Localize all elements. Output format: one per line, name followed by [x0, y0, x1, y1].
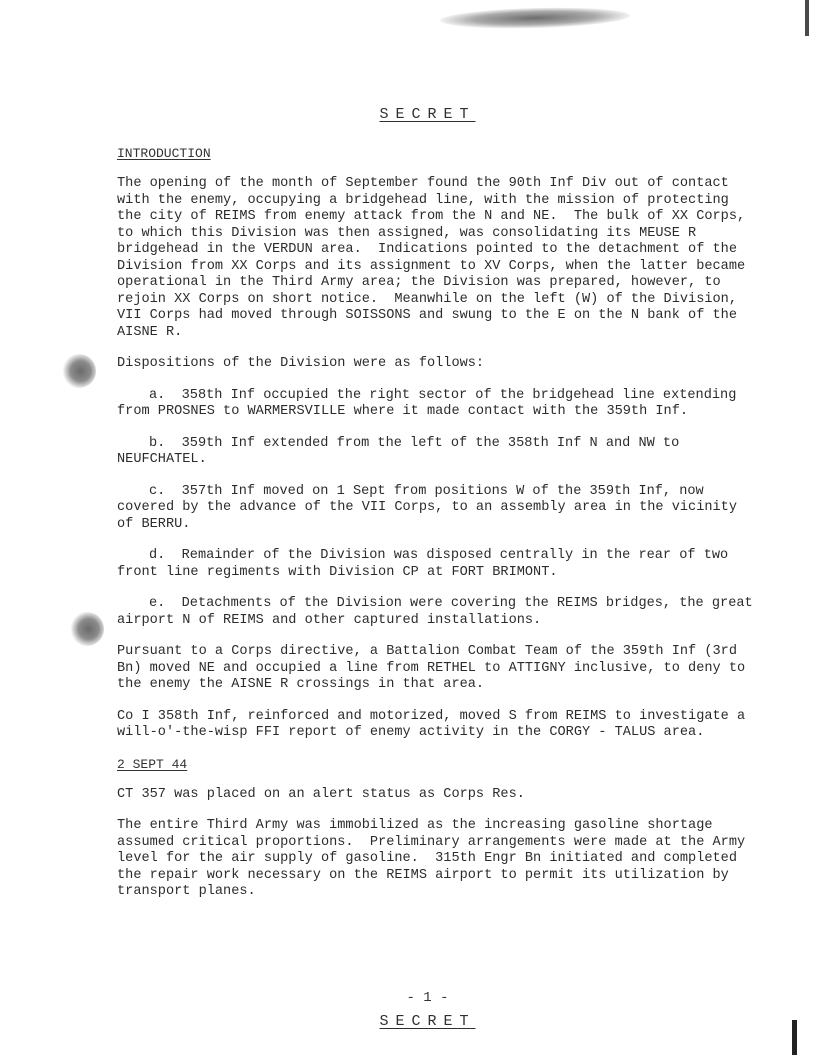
- co-i-paragraph: Co I 358th Inf, reinforced and motorized, moved S from REIMS to investigate a will-o'-the-wisp FFI report of enemy activity in the CORGY - TALUS area.: [117, 708, 754, 740]
- classification-header: SECRET: [379, 106, 476, 123]
- section-heading-introduction: INTRODUCTION: [117, 146, 211, 161]
- third-army-paragraph: The entire Third Army was immobilized as the increasing gasoline shortage assumed critical proportions. Preliminary arrangements were made at the Army level for the air supply of gasoline. 315th Engr Bn initiated and completed the repair work necessary on the REIMS airport to permit its utilization by transport planes.: [117, 818, 754, 899]
- scan-edge-mark: [805, 0, 809, 36]
- punch-hole-lower: [70, 612, 104, 646]
- disposition-item-e: e. Detachments of the Division were covering the REIMS bridges, the great airport N of REIMS and other captured installations.: [117, 596, 761, 628]
- scan-smudge-mark: [440, 6, 630, 31]
- disposition-item-d: d. Remainder of the Division was disposed centrally in the rear of two front line regiments with Division CP at FORT BRIMONT.: [117, 548, 737, 580]
- disposition-item-a: a. 358th Inf occupied the right sector of the bridgehead line extending from PROSNES to WARMERSVILLE where it made contact with the 359th Inf.: [117, 387, 745, 419]
- section-heading-2-sept-44: 2 SEPT 44: [117, 756, 188, 772]
- document-body: [117, 146, 761, 916]
- ct357-paragraph: CT 357 was placed on an alert status as Corps Res.: [117, 786, 525, 802]
- classification-footer: SECRET: [379, 1013, 476, 1030]
- disposition-item-c: c. 357th Inf moved on 1 Sept from positions W of the 359th Inf, now covered by the advance of the VII Corps, to an assembly area in the vicinity of BERRU.: [117, 483, 746, 532]
- punch-hole-upper: [62, 354, 96, 388]
- disposition-item-b: b. 359th Inf extended from the left of the 358th Inf N and NW to NEUFCHATEL.: [117, 435, 688, 467]
- intro-paragraph: The opening of the month of September found the 90th Inf Div out of contact with the enemy, occupying a bridgehead line, with the mission of protecting the city of REIMS from enemy attack from the N and NE. The bulk of XX Corps, to which this Division was then assigned, was consolidating its MEUSE R bridgehead in the VERDUN area. Indications pointed to the detachment of the Division from XX Corps and its assignment to XV Corps, when the latter became operational in the Third Army area; the Division was prepared, however, to rejoin XX Corps on short notice. Meanwhile on the left (W) of the Division, VII Corps had moved through SOISSONS and swung to the E on the N bank of the AISNE R.: [117, 176, 754, 340]
- dispositions-paragraph: Dispositions of the Division were as follows:: [117, 356, 485, 371]
- corps-directive-paragraph: Pursuant to a Corps directive, a Battalion Combat Team of the 359th Inf (3rd Bn) moved NE and occupied a line from RETHEL to ATTIGNY inclusive, to deny to the enemy the AISNE R crossings in that area.: [117, 644, 754, 692]
- page-number: - 1 -: [406, 990, 449, 1006]
